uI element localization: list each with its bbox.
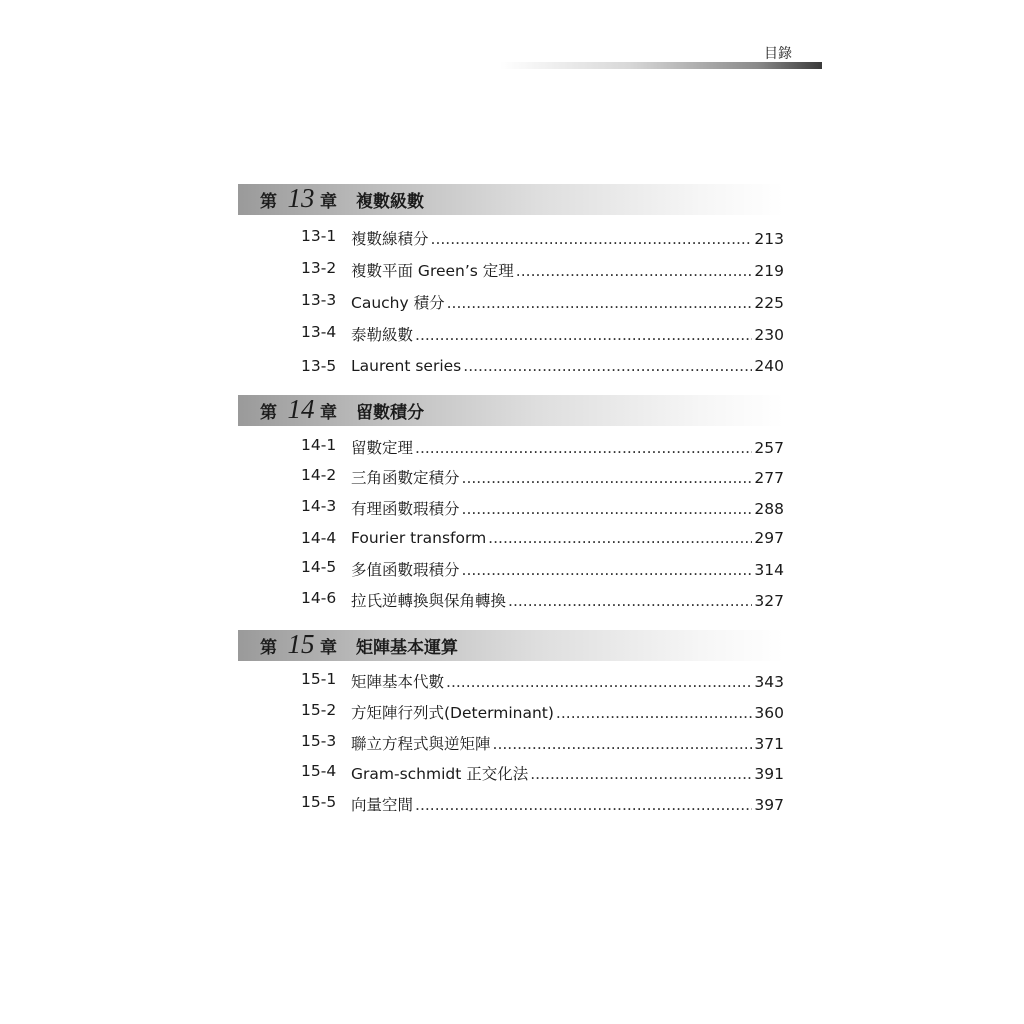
section-title: Cauchy 積分 bbox=[351, 294, 445, 312]
section-number: 13-4 bbox=[301, 323, 337, 341]
page-number: 225 bbox=[754, 294, 784, 312]
leader-dots bbox=[431, 230, 753, 248]
leader-dots bbox=[516, 262, 753, 280]
chapter-title: 矩陣基本運算 bbox=[356, 638, 458, 658]
chapter-heading bbox=[238, 184, 784, 215]
section-number: 14-6 bbox=[301, 589, 337, 607]
chapter-number: 15 bbox=[287, 629, 315, 659]
chapter-title: 留數積分 bbox=[356, 403, 424, 423]
section-title: 三角函數定積分 bbox=[351, 469, 460, 487]
chapter-number: 14 bbox=[287, 394, 315, 424]
section-title: 多值函數瑕積分 bbox=[351, 561, 460, 579]
chapter-heading bbox=[238, 395, 784, 426]
page-number: 240 bbox=[754, 357, 784, 375]
toc-entry[interactable] bbox=[238, 589, 784, 611]
page-number: 314 bbox=[754, 561, 784, 579]
chapter-13 bbox=[238, 183, 784, 375]
section-number: 14-3 bbox=[301, 497, 337, 515]
chapter-suffix: 章 bbox=[320, 638, 337, 658]
leader-dots bbox=[530, 765, 752, 783]
toc-entry[interactable] bbox=[238, 227, 784, 249]
page-number: 343 bbox=[754, 673, 784, 691]
leader-dots bbox=[463, 357, 752, 375]
section-title: 留數定理 bbox=[351, 439, 414, 457]
toc-entry[interactable] bbox=[238, 558, 784, 580]
leader-dots bbox=[462, 469, 753, 487]
toc-entry[interactable] bbox=[238, 497, 784, 519]
section-title: 聯立方程式與逆矩陣 bbox=[351, 735, 491, 753]
toc-entry[interactable] bbox=[238, 323, 784, 345]
section-title: Laurent series bbox=[351, 357, 462, 375]
section-number: 14-5 bbox=[301, 558, 337, 576]
page-number: 277 bbox=[754, 469, 784, 487]
leader-dots bbox=[493, 735, 753, 753]
section-number: 13-5 bbox=[301, 357, 337, 375]
page-number: 360 bbox=[754, 704, 784, 722]
page-number: 391 bbox=[754, 765, 784, 783]
leader-dots bbox=[415, 326, 752, 344]
chapter-suffix: 章 bbox=[320, 403, 337, 423]
page-number: 257 bbox=[754, 439, 784, 457]
toc-entry[interactable] bbox=[238, 291, 784, 313]
leader-dots bbox=[508, 592, 752, 610]
page-number: 297 bbox=[754, 529, 784, 547]
section-number: 13-1 bbox=[301, 227, 337, 245]
section-title: 複數線積分 bbox=[351, 230, 429, 248]
page-number: 219 bbox=[754, 262, 784, 280]
toc-entry[interactable] bbox=[238, 670, 784, 692]
chapter-prefix: 第 bbox=[260, 192, 277, 212]
section-number: 15-5 bbox=[301, 793, 337, 811]
section-title: 方矩陣行列式(Determinant) bbox=[351, 704, 554, 722]
section-number: 14-4 bbox=[301, 529, 337, 547]
section-number: 13-3 bbox=[301, 291, 337, 309]
section-number: 14-1 bbox=[301, 436, 337, 454]
section-number: 14-2 bbox=[301, 466, 337, 484]
toc-entry[interactable] bbox=[238, 466, 784, 488]
section-number: 15-4 bbox=[301, 762, 337, 780]
section-title: Fourier transform bbox=[351, 529, 487, 547]
page-number: 230 bbox=[754, 326, 784, 344]
toc-entry[interactable] bbox=[238, 357, 784, 379]
toc-entry[interactable] bbox=[238, 436, 784, 458]
toc-entry[interactable] bbox=[238, 701, 784, 723]
page-number: 397 bbox=[754, 796, 784, 814]
toc-entry[interactable] bbox=[238, 762, 784, 784]
leader-dots bbox=[415, 796, 752, 814]
leader-dots bbox=[447, 294, 753, 312]
page-number: 371 bbox=[754, 735, 784, 753]
section-number: 15-3 bbox=[301, 732, 337, 750]
section-title: 複數平面 Green’s 定理 bbox=[351, 262, 514, 280]
page-number: 213 bbox=[754, 230, 784, 248]
section-title: 矩陣基本代數 bbox=[351, 673, 445, 691]
page-header-bar bbox=[500, 62, 822, 69]
chapter-14 bbox=[238, 394, 784, 610]
page-number: 288 bbox=[754, 500, 784, 518]
section-title: 有理函數瑕積分 bbox=[351, 500, 460, 518]
leader-dots bbox=[415, 439, 752, 457]
chapter-prefix: 第 bbox=[260, 638, 277, 658]
page-number: 327 bbox=[754, 592, 784, 610]
leader-dots bbox=[556, 704, 752, 722]
section-number: 13-2 bbox=[301, 259, 337, 277]
leader-dots bbox=[462, 500, 753, 518]
section-title: 泰勒級數 bbox=[351, 326, 414, 344]
chapter-prefix: 第 bbox=[260, 403, 277, 423]
leader-dots bbox=[462, 561, 753, 579]
chapter-suffix: 章 bbox=[320, 192, 337, 212]
toc-entry[interactable] bbox=[238, 793, 784, 815]
toc-entry[interactable] bbox=[238, 529, 784, 551]
toc-entry[interactable] bbox=[238, 259, 784, 281]
page-header-title: 目錄 bbox=[764, 46, 792, 62]
chapter-heading bbox=[238, 630, 784, 661]
chapter-15 bbox=[238, 629, 784, 814]
section-title: Gram-schmidt 正交化法 bbox=[351, 765, 529, 783]
leader-dots bbox=[446, 673, 752, 691]
section-number: 15-1 bbox=[301, 670, 337, 688]
toc-entry[interactable] bbox=[238, 732, 784, 754]
section-number: 15-2 bbox=[301, 701, 337, 719]
chapter-number: 13 bbox=[287, 183, 315, 213]
chapter-title: 複數級數 bbox=[356, 192, 424, 212]
section-title: 向量空間 bbox=[351, 796, 414, 814]
section-title: 拉氏逆轉換與保角轉換 bbox=[351, 592, 507, 610]
leader-dots bbox=[488, 529, 752, 547]
